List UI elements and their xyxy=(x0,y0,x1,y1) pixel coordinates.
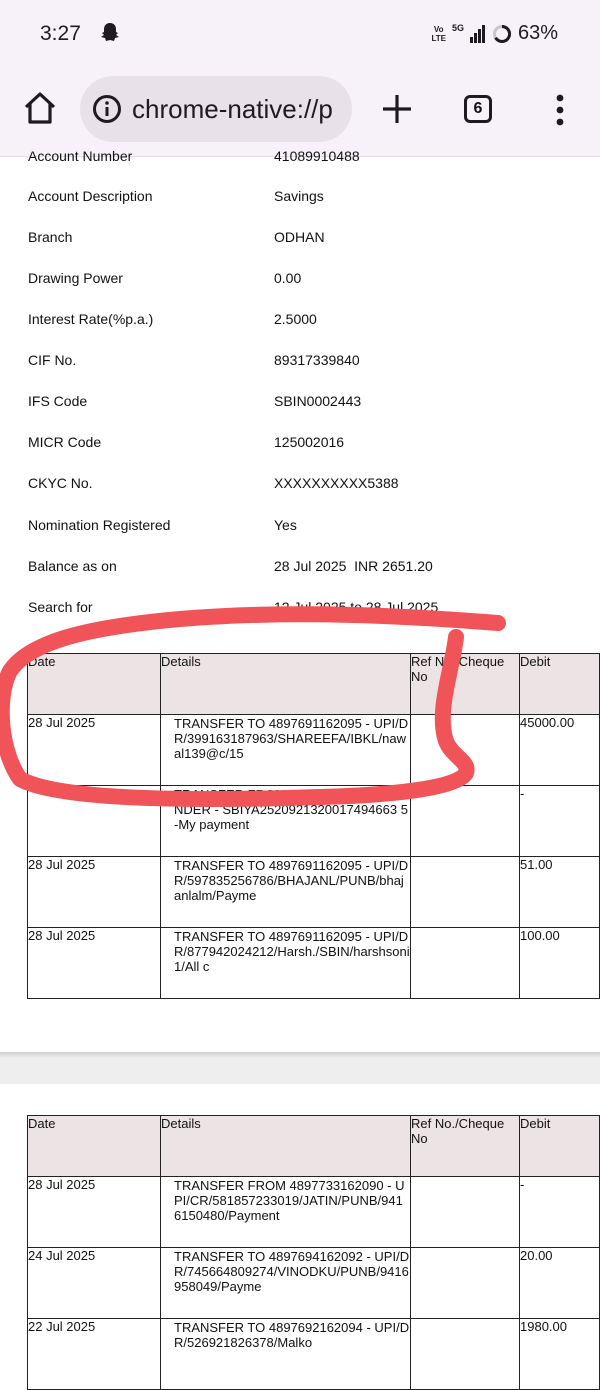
cell-ref xyxy=(411,1248,520,1319)
cell-date: 28 Jul 2025 xyxy=(28,857,161,928)
field-value: 89317339840 xyxy=(274,352,360,368)
address-bar[interactable] xyxy=(80,76,352,142)
cell-details: TRANSFER FROM 4897733162090 - UPI/CR/581857233019/JATIN/PUNB/9416150480/Payment xyxy=(161,1177,411,1248)
cell-details: TRANSFER TO 4897692162094 - UPI/DR/526921826378/Malko xyxy=(161,1319,411,1390)
cell-ref xyxy=(411,928,520,999)
field-label: Account Number xyxy=(28,148,133,164)
url-text: chrome-native://p xyxy=(132,94,333,124)
cell-debit: - xyxy=(520,1177,600,1248)
snapchat-icon xyxy=(100,22,120,44)
field-label: Interest Rate(%p.a.) xyxy=(28,311,154,327)
field-label: CKYC No. xyxy=(28,475,93,491)
cell-ref xyxy=(411,786,520,857)
battery-icon xyxy=(492,24,512,44)
cell-date: 28 Jul 2025 xyxy=(28,1177,161,1248)
field-value: Savings xyxy=(274,188,324,204)
cell-debit: 1980.00 xyxy=(520,1319,600,1390)
page-shadow xyxy=(0,1052,600,1058)
cell-ref xyxy=(411,1177,520,1248)
network-type: 5G xyxy=(451,22,464,33)
cell-ref xyxy=(411,857,520,928)
table-row xyxy=(28,1177,600,1248)
header-ref: Ref No./Cheque No xyxy=(411,654,520,715)
header-date: Date xyxy=(28,1116,161,1177)
signal-icon xyxy=(470,25,486,43)
volte-icon xyxy=(431,25,446,43)
header-debit: Debit xyxy=(520,654,600,715)
table-row xyxy=(28,928,600,999)
volte-top: Vo xyxy=(433,24,444,34)
field-value: 2.5000 xyxy=(274,311,317,327)
table-header-row xyxy=(28,1116,600,1177)
statement-document[interactable] xyxy=(0,148,600,1350)
field-label: Nomination Registered xyxy=(28,517,171,533)
table-row xyxy=(28,857,600,928)
field-value: 125002016 xyxy=(274,434,345,450)
table-header-row xyxy=(28,654,600,715)
field-value: SBIN0002443 xyxy=(274,393,362,409)
cell-debit: 51.00 xyxy=(520,857,600,928)
field-value: Yes xyxy=(274,517,297,533)
field-value: 12 Jul 2025 to 28 Jul 2025 xyxy=(274,599,439,615)
field-value: 0.00 xyxy=(274,270,302,286)
cell-debit: 100.00 xyxy=(520,928,600,999)
field-label: CIF No. xyxy=(28,352,77,368)
cell-details: TRANSFER TO 4897691162095 - UPI/DR/399163187963/SHAREEFA/IBKL/nawal139@c/15 xyxy=(161,715,411,786)
cell-details: TRANSFER FROM DEVENDER DEVENDER - SBIYA2520921320017494663 5-My payment xyxy=(161,786,411,857)
field-label: IFS Code xyxy=(28,393,88,409)
new-tab-icon[interactable] xyxy=(380,92,414,126)
field-label: MICR Code xyxy=(28,434,102,450)
more-menu-icon[interactable] xyxy=(556,94,564,126)
field-label: Account Description xyxy=(28,188,153,204)
cell-date: 28 Jul 2025 xyxy=(28,928,161,999)
cell-ref xyxy=(411,1319,520,1390)
info-icon[interactable] xyxy=(92,94,122,124)
cell-debit: 20.00 xyxy=(520,1248,600,1319)
tab-switcher-button[interactable]: 6 xyxy=(464,95,492,123)
table-row xyxy=(28,715,600,786)
field-value: 41089910488 xyxy=(274,148,360,164)
field-value: 28 Jul 2025 INR 2651.20 xyxy=(274,558,433,574)
home-icon[interactable] xyxy=(22,90,58,126)
status-bar xyxy=(0,0,600,68)
header-ref: Ref No./Cheque No xyxy=(411,1116,520,1177)
table-row xyxy=(28,1248,600,1319)
cell-date xyxy=(28,786,161,857)
table-row xyxy=(28,1319,600,1390)
field-value: XXXXXXXXXX5388 xyxy=(274,475,399,491)
status-icons xyxy=(431,22,558,45)
transactions-table-page2 xyxy=(27,1115,600,1390)
cell-details: TRANSFER TO 4897694162092 - UPI/DR/745664809274/VINODKU/PUNB/9416958049/Payme xyxy=(161,1248,411,1319)
header-date: Date xyxy=(28,654,161,715)
battery-percent: 63% xyxy=(517,22,558,44)
field-label: Search for xyxy=(28,599,93,615)
field-label: Branch xyxy=(28,229,73,245)
cell-date: 28 Jul 2025 xyxy=(28,715,161,786)
header-debit: Debit xyxy=(520,1116,600,1177)
field-label: Balance as on xyxy=(28,558,117,574)
volte-bottom: LTE xyxy=(431,33,446,43)
cell-details: TRANSFER TO 4897691162095 - UPI/DR/877942024212/Harsh./SBIN/harshsoni1/All c xyxy=(161,928,411,999)
header-details: Details xyxy=(161,1116,411,1177)
cell-debit: 45000.00 xyxy=(520,715,600,786)
field-label: Drawing Power xyxy=(28,270,123,286)
cell-date: 22 Jul 2025 xyxy=(28,1319,161,1390)
header-details: Details xyxy=(161,654,411,715)
browser-toolbar xyxy=(0,68,600,157)
field-value: ODHAN xyxy=(274,229,325,245)
transactions-table-page1 xyxy=(27,653,600,999)
cell-details: TRANSFER TO 4897691162095 - UPI/DR/597835256786/BHAJANL/PUNB/bhajanlalm/Payme xyxy=(161,857,411,928)
cell-debit: - xyxy=(520,786,600,857)
cell-ref xyxy=(411,715,520,786)
table-row xyxy=(28,786,600,857)
cell-date: 24 Jul 2025 xyxy=(28,1248,161,1319)
clock: 3:27 xyxy=(40,22,81,45)
